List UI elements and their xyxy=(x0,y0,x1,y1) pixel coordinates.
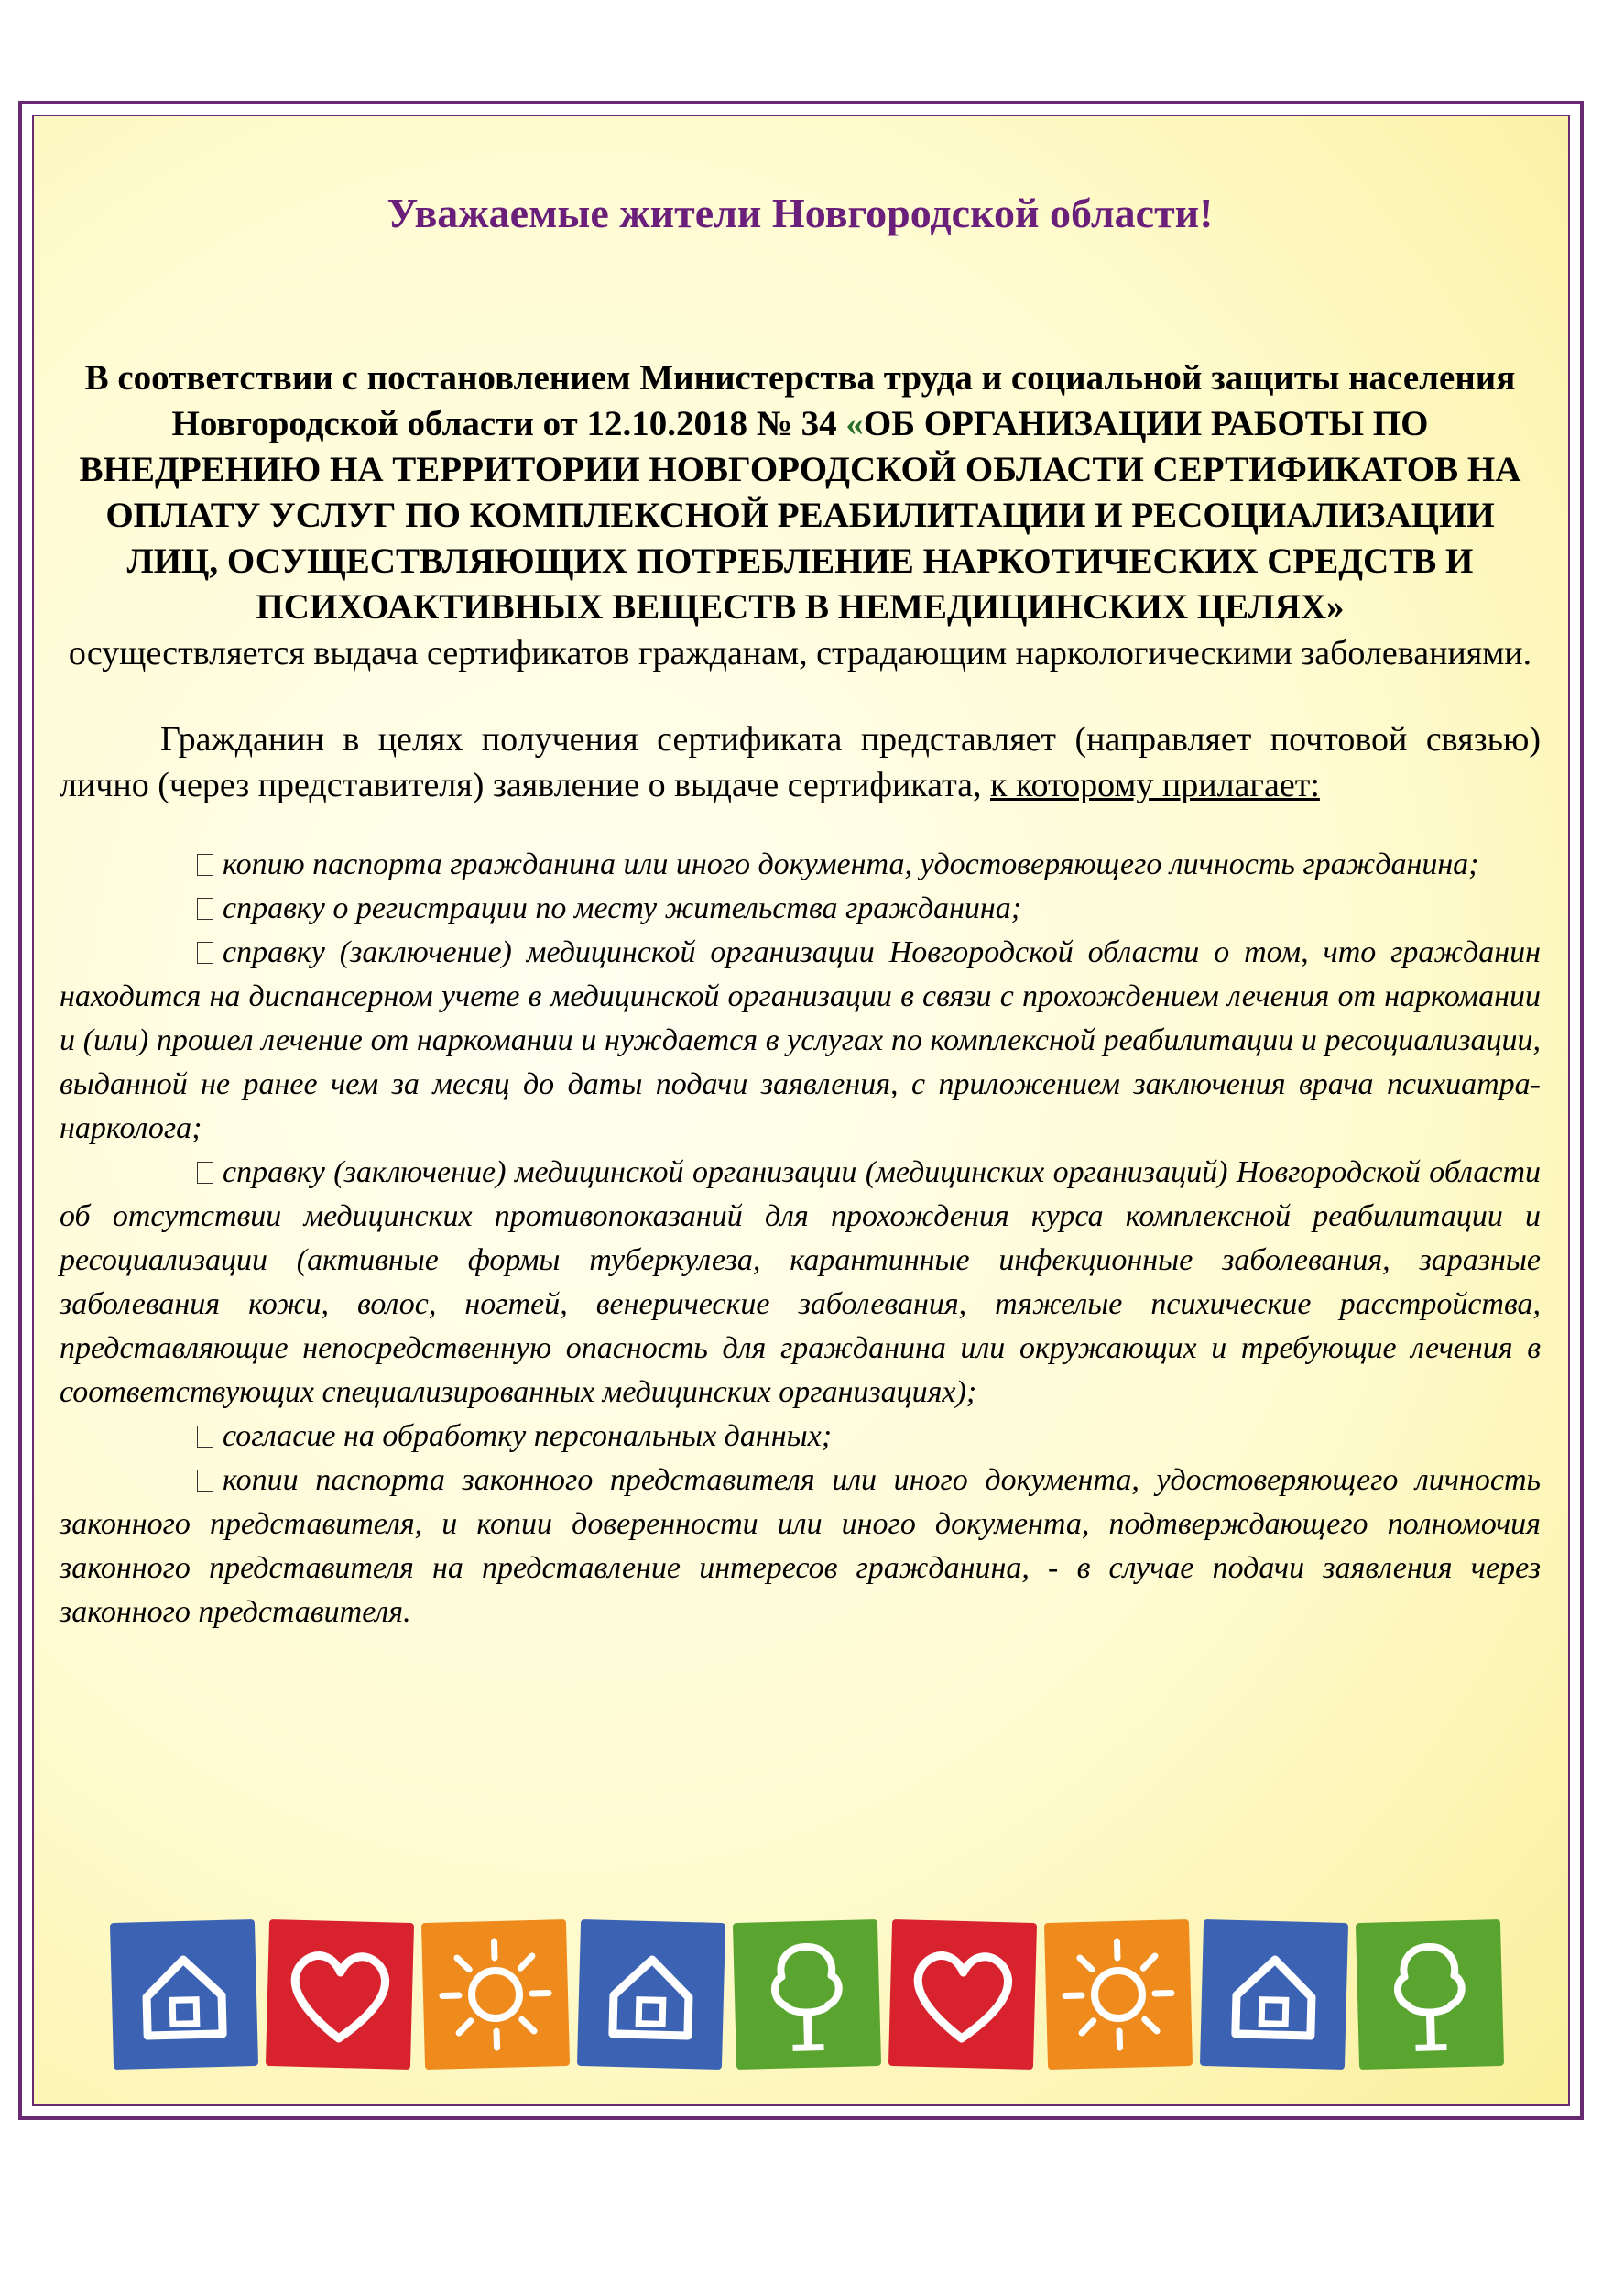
checkbox-icon xyxy=(197,1426,213,1448)
heart-icon xyxy=(266,1919,414,2070)
checkbox-icon xyxy=(197,898,213,920)
content-panel xyxy=(32,115,1570,2106)
sun-icon xyxy=(1044,1919,1193,2070)
list-item-text: согласие на обработку персональных данных; xyxy=(223,1419,833,1454)
tile-house-icon xyxy=(110,1919,258,2070)
tile-tree-icon xyxy=(733,1919,881,2070)
document-body xyxy=(60,171,1541,1634)
lead-text: Гражданин в целях получения сертификата представляет (направляет почтовой связью) лично (через представителя) заявление о выдаче сертификата, xyxy=(60,720,1541,805)
tile-sun-icon xyxy=(421,1919,570,2070)
intro-lead: В соответствии с постановлением Министерства труда и социальной защиты населения Новгородской области от 12.10.2018 № 34 xyxy=(84,358,1516,444)
decorative-tiles xyxy=(112,1921,1513,2068)
sun-icon xyxy=(421,1919,570,2070)
heart-icon xyxy=(888,1919,1037,2070)
tile-heart-icon xyxy=(888,1919,1037,2070)
list-item-text: справку (заключение) медицинской организации Новгородской области о том, что гражданин находится на диспансерном учете в медицинской организации в связи с прохождением лечения от наркомании и (или) прошел лечение от наркомании и нуждается в услугах по комплексной реабилитации и ресоциализации, выданной не ранее чем за месяц до даты подачи заявления, с приложением заключения врача психиатра-нарколога; xyxy=(60,935,1541,1146)
tile-tree-icon xyxy=(1356,1919,1504,2070)
house-icon xyxy=(110,1919,258,2070)
list-item xyxy=(60,1151,1541,1415)
tile-house-icon xyxy=(1200,1919,1348,2070)
tile-heart-icon xyxy=(266,1919,414,2070)
lead-underlined: к которому прилагает: xyxy=(990,766,1320,805)
list-item-text: копии паспорта законного представителя или иного документа, удостоверяющего личность законного представителя, и копии доверенности или иного документа, подтверждающего полномочия законного представителя на представление интересов гражданина, - в случае подачи заявления через законного представителя. xyxy=(60,1463,1541,1630)
tree-icon xyxy=(1356,1919,1504,2070)
list-item-text: справку (заключение) медицинской организации (медицинских организаций) Новгородской области об отсутствии медицинских противопоказаний для прохождения курса комплексной реабилитации и ресоциализации (активные формы туберкулеза, карантинные инфекционные заболевания, заразные заболевания кожи, волос, ногтей, венерические заболевания, тяжелые психические расстройства, представляющие непосредственную опасность для гражданина или окружающих и требующие лечения в соответствующих специализированных медицинских организациях); xyxy=(60,1155,1541,1410)
tile-house-icon xyxy=(577,1919,725,2070)
list-item xyxy=(60,887,1541,931)
intro-paragraph xyxy=(60,355,1541,630)
checkbox-icon xyxy=(197,854,213,876)
greeting-heading: Уважаемые жители Новгородской области! xyxy=(387,190,1214,236)
list-item-text: справку о регистрации по месту жительства гражданина; xyxy=(223,891,1022,926)
checkbox-icon xyxy=(197,1162,213,1184)
intro-conclusion: осуществляется выдача сертификатов гражданам, страдающим наркологическими заболеваниями. xyxy=(68,634,1532,673)
list-item xyxy=(60,843,1541,887)
document-list xyxy=(60,843,1541,1634)
list-item xyxy=(60,1415,1541,1459)
house-icon xyxy=(577,1919,725,2070)
resolution-title: ОБ ОРГАНИЗАЦИИ РАБОТЫ ПО ВНЕДРЕНИЮ НА ТЕРРИТОРИИ НОВГОРОДСКОЙ ОБЛАСТИ СЕРТИФИКАТОВ НА ОПЛАТУ УСЛУГ ПО КОМПЛЕКСНОЙ РЕАБИЛИТАЦИИ И РЕСОЦИАЛИЗАЦИИ ЛИЦ, ОСУЩЕСТВЛЯЮЩИХ ПОТРЕБЛЕНИЕ НАРКОТИЧЕСКИХ СРЕДСТВ И ПСИХОАКТИВНЫХ ВЕЩЕСТВ В НЕМЕДИЦИНСКИХ ЦЕЛЯХ» xyxy=(79,404,1521,628)
intro-quote-mark: « xyxy=(845,404,864,444)
checkbox-icon xyxy=(197,1470,213,1492)
page-frame xyxy=(18,101,1584,2120)
house-icon xyxy=(1200,1919,1348,2070)
list-item xyxy=(60,1459,1541,1634)
tree-icon xyxy=(733,1919,881,2070)
tile-sun-icon xyxy=(1044,1919,1193,2070)
list-item xyxy=(60,931,1541,1151)
checkbox-icon xyxy=(197,942,213,964)
list-item-text: копию паспорта гражданина или иного документа, удостоверяющего личность гражданина; xyxy=(223,847,1479,882)
lead-paragraph xyxy=(60,716,1541,808)
